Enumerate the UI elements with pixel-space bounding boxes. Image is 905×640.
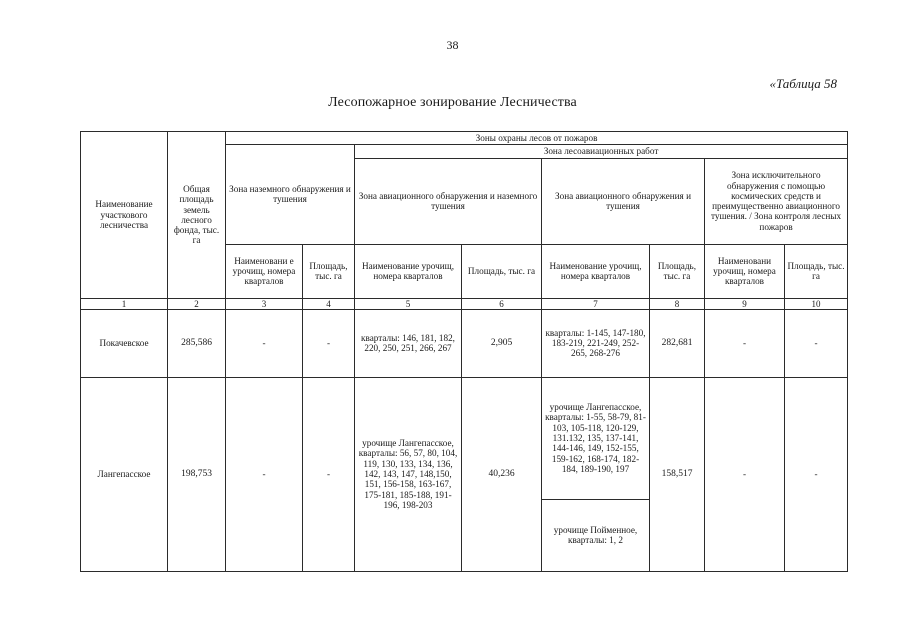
header-total-area: Общая площадь земель лесного фонда, тыс. га [168,132,226,299]
header-excl-area: Площадь, тыс. га [785,244,848,298]
avia-ground-area: 40,236 [462,377,542,571]
table-row [81,377,848,499]
header-ground-names: Наименовани е урочищ, номера кварталов [226,244,303,298]
avia-ground-names: кварталы: 146, 181, 182, 220, 250, 251, 266, 267 [355,309,462,377]
header-avia-ground-area: Площадь, тыс. га [462,244,542,298]
avia-ground-names: урочище Лангепасское, кварталы: 56, 57, 80, 104, 119, 130, 133, 134, 136, 142, 143, 147, 148,150, 151, 156-158, 163-167, 175-181, 185-188, 191-196, 198-203 [355,377,462,571]
header-ground-area: Площадь, тыс. га [303,244,355,298]
column-number: 6 [462,298,542,309]
fire-zoning-table [80,131,848,572]
header-exclusive-zone: Зона исключительного обнаружения с помощью космических средств и преимущественно авиационного тушения. / Зона контроля лесных пожаров [705,158,848,244]
column-number-row [81,298,848,309]
header-ground-zone: Зона наземного обнаружения и тушения [226,145,355,244]
table-number-label: «Таблица 58 [769,76,837,91]
avia-area: 158,517 [650,377,705,571]
ground-area: - [303,309,355,377]
column-number: 1 [81,298,168,309]
column-number: 7 [542,298,650,309]
header-avia-zone: Зона авиационного обнаружения и тушения [542,158,705,244]
header-avia-ground-names: Наименование урочищ, номера кварталов [355,244,462,298]
column-number: 4 [303,298,355,309]
header-aviation-work-zone: Зона лесоавиационных работ [355,145,848,158]
forestry-name: Покачевское [81,309,168,377]
forestry-name: Лангепасское [81,377,168,571]
total-area: 198,753 [168,377,226,571]
header-protection-zones: Зоны охраны лесов от пожаров [226,132,848,145]
header-excl-names: Наименовани урочищ, номера кварталов [705,244,785,298]
header-avia-ground-zone: Зона авиационного обнаружения и наземного тушения [355,158,542,244]
avia-area: 282,681 [650,309,705,377]
header-avia-area: Площадь, тыс. га [650,244,705,298]
ground-names: - [226,377,303,571]
excl-names: - [705,377,785,571]
avia-names: кварталы: 1-145, 147-180, 183-219, 221-249, 252-265, 268-276 [542,309,650,377]
document-title: Лесопожарное зонирование Лесничества [328,95,577,110]
header-avia-names: Наименование урочищ, номера кварталов [542,244,650,298]
avia-names-secondary: урочище Пойменное, кварталы: 1, 2 [542,499,650,571]
ground-area: - [303,377,355,571]
column-number: 5 [355,298,462,309]
avia-ground-area: 2,905 [462,309,542,377]
column-number: 8 [650,298,705,309]
excl-names: - [705,309,785,377]
total-area: 285,586 [168,309,226,377]
excl-area: - [785,309,848,377]
column-number: 3 [226,298,303,309]
column-number: 9 [705,298,785,309]
ground-names: - [226,309,303,377]
header-forestry-name: Наименование участкового лесничества [81,132,168,299]
page-number: 38 [446,38,459,52]
column-number: 2 [168,298,226,309]
excl-area: - [785,377,848,571]
avia-names: урочище Лангепасское, кварталы: 1-55, 58-79, 81-103, 105-118, 120-129, 131.132, 135, 137-141, 144-146, 149, 152-155, 159-162, 168-174, 182-184, 189-190, 197 [542,377,650,499]
table-row [81,309,848,377]
column-number: 10 [785,298,848,309]
